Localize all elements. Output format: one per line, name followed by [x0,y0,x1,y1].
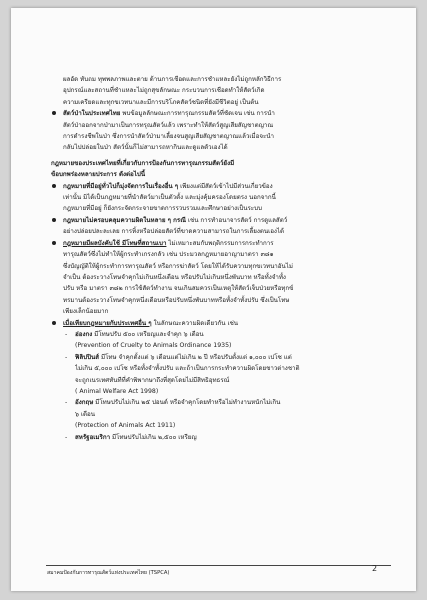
text-line: การดำรงชีพในป่า ซึ่งการนำสัตว์ป่ามาเลี้ยงจนสูญเสียสัญชาตญาณแล้วเมื่อจะนำ [63,133,274,141]
country-name: ฟิลิปปินส์ [75,353,100,361]
item-heading: กฎหมายที่มีอยู่ทั่วไปก็มุ่งจัดการในเรื่องอื่น ๆ [63,182,179,190]
country-name: อังกฤษ [75,399,94,407]
section-heading [51,158,386,181]
item-heading: กฎหมายไม่ครอบคลุมความผิดในหลาย ๆ กรณี [63,216,186,224]
text-line: เพียงแต่มีสัตว์เข้าไปมีส่วนเกี่ยวข้อง [178,182,273,190]
law-citation: ( Animal Welfare Act 1998) [75,387,159,395]
country-name: สหรัฐอเมริกา [75,433,111,441]
law-citation: (Prevention of Cruelty to Animals Ordinance 1935) [75,342,232,350]
text-line: ความเครียดและทุกขเวทนาและมีการบริโภคสัตว์ชนิดที่ยังมีชีวิตอยู่ เป็นต้น [63,98,259,106]
text-line: ไม่เหมาะสมกับพฤติกรรมการกระทำการ [166,239,274,247]
text-line: เช่น การทำอนาจารสัตว์ การดูแลสัตว์ [185,216,288,224]
text-line: กลับไปปล่อยในป่า สัตว์นั้นก็ไม่สามารถหากินและดูแลตัวเองได้ [63,144,228,152]
law-citation: (Protection of Animals Act 1911) [75,422,176,430]
text-line: อุปกรณ์และสถานที่ชำแหละไม่ถูกสุขลักษณะ กระบวนการเชือดทำให้สัตว์เกิด [63,87,265,95]
text-line: พบข้อมูลลักษณะการทารุณกรรมสัตว์ที่ชัดเจน เช่น การนำ [120,110,275,118]
country-entry-philippines [51,352,386,398]
law-issue-item [51,238,386,318]
footer-organization: สมาคมป้องกันการทารุณสัตว์แห่งประเทศไทย (TSPCA) [47,570,170,576]
item-heading: เมื่อเทียบกฎหมายกับประเทศอื่น ๆ [63,319,152,327]
country-entry-england [51,397,386,431]
bullet-icon [52,111,56,115]
dash-marker: - [65,353,68,361]
text-line: ผลอัด ทับถม ทุพพลภาพและตาย ด้านการเชือดและการชำแหละยังไม่ถูกหลักวิธีการ [63,76,282,83]
text-line: ทรมานต้องระวางโทษจำคุกหนึ่งเดือนหรือปรับหนึ่งพันบาทหรือทั้งจำทั้งปรับ ซึ่งเป็นโทษ [63,296,290,304]
text-line: มีโทษปรับไม่เกิน ๒,๕๐๐ เหรียญ [110,433,197,441]
dash-marker: - [65,399,68,407]
text-line: จำเป็น ต้องระวางโทษจำคุกไม่เกินหนึ่งเดือน หรือปรับไม่เกินหนึ่งพันบาท หรือทั้งจำทั้ง [63,273,286,281]
law-issue-item [51,318,386,329]
text-line: สัตว์ป่าออกจากป่ามาเป็นการทรุณสัตว์แล้ว เพราะทำให้สัตว์สูญเสียสัญชาตญาณ [63,121,274,129]
text-line: ทารุณสัตว์ซึ่งไม่ทำให้ผู้กระทำเกรงกลัว เช่น ประมวลกฎหมายอาญามาตรา ๓๘๑ [63,251,274,259]
footer-divider [46,565,391,566]
text-line: เท่านั้น มิได้เป็นกฎหมายที่นำสัตว์มาเป็นตัวตั้ง และมุ่งคุ้มครองโดยตรง นอกจากนี้ [63,194,276,202]
section-heading-line: กฎหมายของประเทศไทยที่เกี่ยวกับการป้องกันการทารุณกรรมสัตว์ยังมี [51,159,235,167]
text-line: กฎหมายที่มีอยู่ ก็ยังกระจัดกระจายขาดการรวบรวมและศึกษาอย่างเป็นระบบ [63,205,262,213]
dash-marker: - [65,330,68,338]
country-entry-hongkong [51,329,386,352]
country-name: ฮ่องกง [75,330,93,338]
text-line: เพียงเล็กน้อยมาก [63,308,109,316]
law-issue-item [51,215,386,238]
bullet-icon [52,184,56,188]
law-issue-item [51,181,386,215]
page-number: 2 [372,564,378,573]
wildlife-heading: สัตว์ป่าในประเทศไทย [63,110,121,118]
text-line: ปรับ หรือ มาตรา ๓๘๒ การใช้สัตว์ทำงาน จนเกินสมควรเป็นเหตุให้สัตว์เจ็บป่วยหรือทุกข์ [63,285,294,293]
section-heading-line: ข้อบกพร่องหลายประการ ดังต่อไปนี้ [51,171,146,179]
text-line: ในลักษณะความผิดเดียวกัน เช่น [151,319,239,327]
bullet-icon [52,241,56,245]
bullet-icon [52,218,56,222]
bullet-icon [52,321,56,325]
document-body [51,74,386,443]
text-line: ไม่เกิน ๕,๐๐๐ เปโซ หรือทั้งจำทั้งปรับ และถ้าเป็นการกระทำความผิดโดยชาวต่างชาติ [75,365,300,373]
item-heading: กฎหมายมีผลบังคับใช้ มีโทษที่สถานเบา [63,239,167,247]
document-page [11,8,416,591]
text-line: ซึ่งบัญญัติให้ผู้กระทำการทารุณสัตว์ หรือการฆ่าสัตว์ โดยให้ได้รับความทุกขเวทนาอันไม่ [63,262,293,270]
text-line: มีโทษปรับไม่เกิน ๒๕ ปอนด์ หรือจำคุกโดยทำหรือไม่ทำงานหนักไม่เกิน [93,399,281,407]
wildlife-bullet [51,108,386,154]
dash-marker: - [65,433,68,441]
text-line: ๖ เดือน [75,410,95,418]
country-entry-usa [51,432,386,443]
text-line: จะถูกเนรเทศทันทีที่คำพิพากษาถึงที่สุดโดยไม่มีสิทธิอุทธรณ์ [75,376,230,384]
text-line: มีโทษปรับ ๕๐๐ เหรียญและจำคุก ๖ เดือน [92,330,204,338]
intro-paragraph [51,74,386,108]
text-line: มีโทษ จำคุกตั้งแต่ ๖ เดือนแต่ไม่เกิน ๒ ปี หรือปรับตั้งแต่ ๑,๐๐๐ เปโซ แต่ [99,353,292,361]
text-line: อย่างปล่อยปละละเลย การทิ้งหรือปล่อยสัตว์ที่ขาดความสามารถในการเลี้ยงตนเองได้ [63,228,285,236]
